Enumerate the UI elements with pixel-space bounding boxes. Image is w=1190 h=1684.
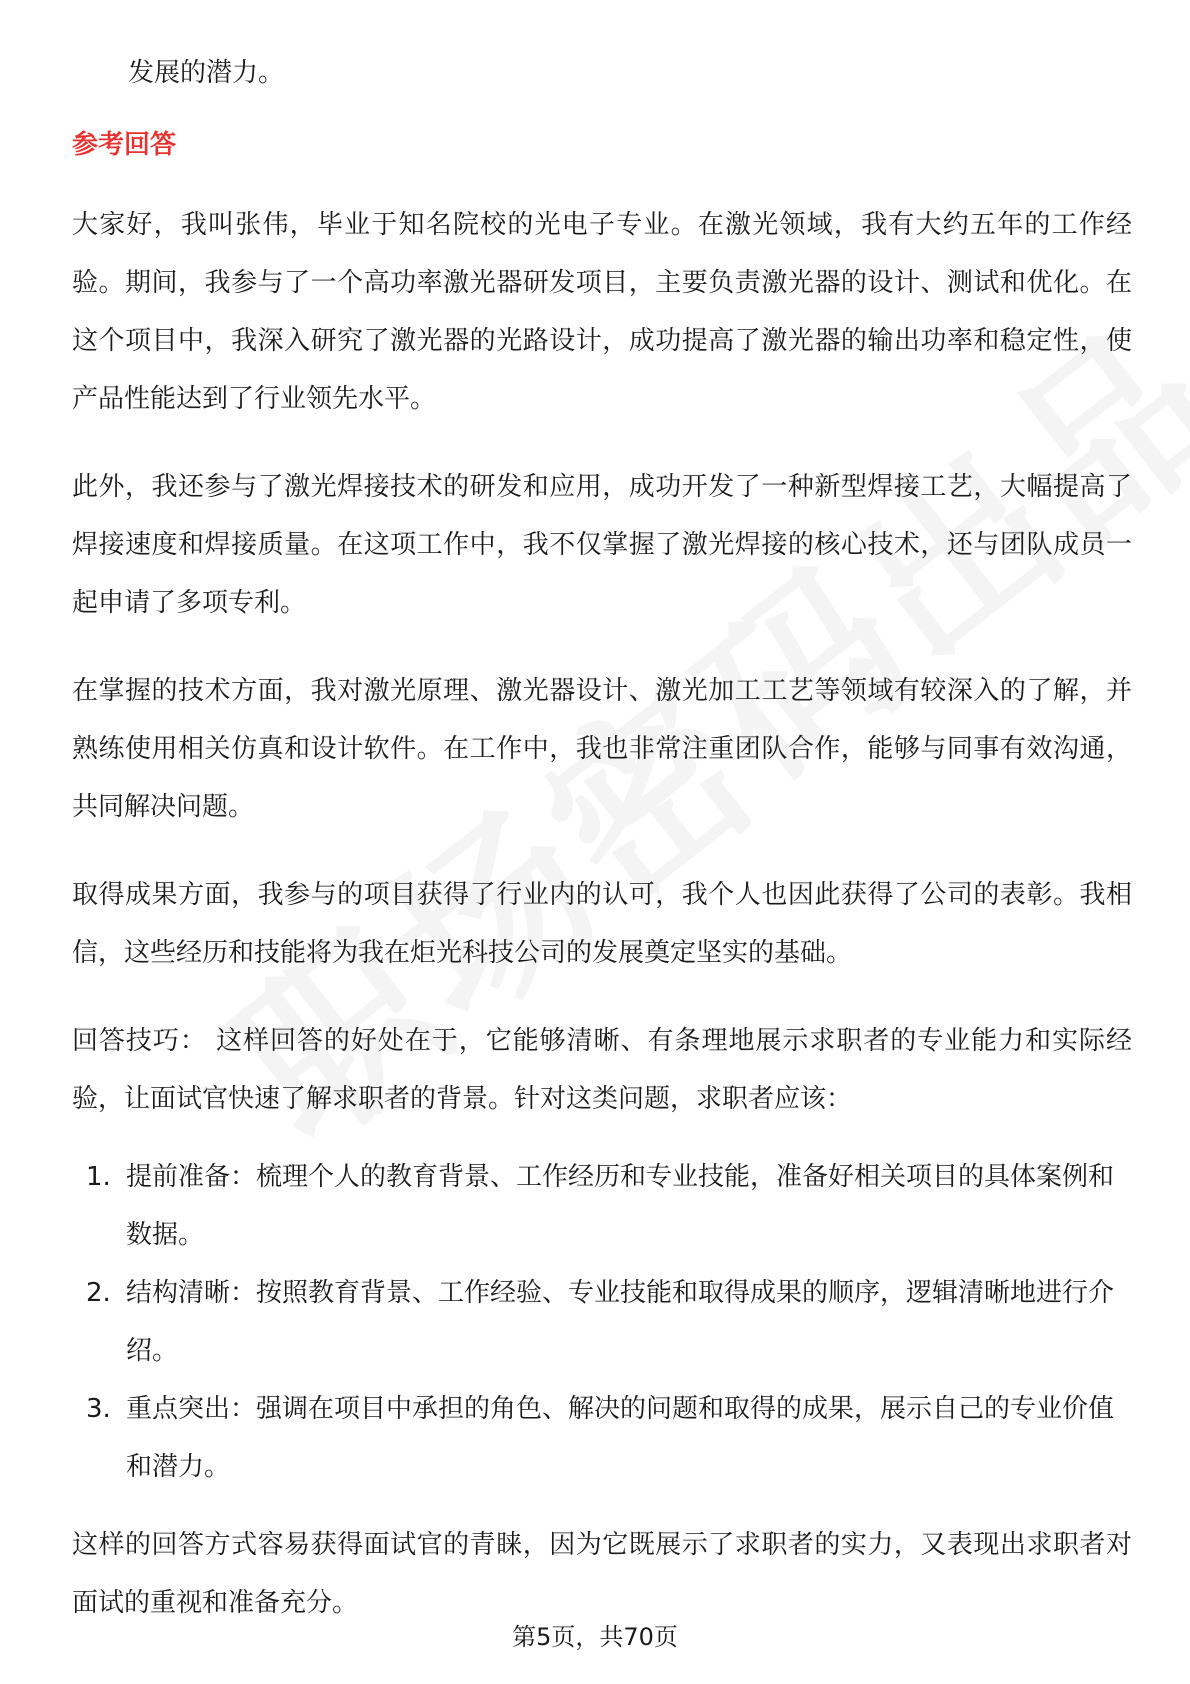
intro-fragment: 发展的潜力。: [128, 58, 285, 88]
list-item-text: 重点突出：强调在项目中承担的角色、解决的问题和取得的成果，展示自己的专业价值和潜力。: [126, 1394, 1115, 1482]
list-item: [72, 1264, 1132, 1380]
paragraph-3: 在掌握的技术方面，我对激光原理、激光器设计、激光加工工艺等领域有较深入的了解，并熟练使用相关仿真和设计软件。在工作中，我也非常注重团队合作，能够与同事有效沟通，共同解决问题。: [72, 676, 1132, 822]
tips-intro: 回答技巧： 这样回答的好处在于，它能够清晰、有条理地展示求职者的专业能力和实际经验，让面试官快速了解求职者的背景。针对这类问题，求职者应该：: [72, 1026, 1132, 1114]
list-number: 1.: [86, 1162, 111, 1192]
list-item: [72, 1380, 1132, 1496]
paragraph-2: 此外，我还参与了激光焊接技术的研发和应用，成功开发了一种新型焊接工艺，大幅提高了焊接速度和焊接质量。在这项工作中，我不仅掌握了激光焊接的核心技术，还与团队成员一起申请了多项专利。: [72, 472, 1132, 618]
document-body: [72, 44, 1132, 1662]
list-item: [72, 1148, 1132, 1264]
list-item-text: 提前准备：梳理个人的教育背景、工作经历和专业技能，准备好相关项目的具体案例和数据。: [126, 1162, 1115, 1250]
section-heading: 参考回答: [72, 130, 177, 160]
closing-paragraph: 这样的回答方式容易获得面试官的青睐，因为它既展示了求职者的实力，又表现出求职者对面试的重视和准备充分。: [72, 1530, 1132, 1618]
paragraph-4: 取得成果方面，我参与的项目获得了行业内的认可，我个人也因此获得了公司的表彰。我相信，这些经历和技能将为我在炬光科技公司的发展奠定坚实的基础。: [72, 880, 1132, 968]
list-number: 3.: [86, 1394, 111, 1424]
paragraph-1: 大家好，我叫张伟，毕业于知名院校的光电子专业。在激光领域，我有大约五年的工作经验。期间，我参与了一个高功率激光器研发项目，主要负责激光器的设计、测试和优化。在这个项目中，我深入研究了激光器的光路设计，成功提高了激光器的输出功率和稳定性，使产品性能达到了行业领先水平。: [72, 210, 1132, 414]
list-number: 2.: [86, 1278, 111, 1308]
page-footer: 第5页，共70页: [512, 1623, 678, 1651]
list-item-text: 结构清晰：按照教育背景、工作经验、专业技能和取得成果的顺序，逻辑清晰地进行介绍。: [126, 1278, 1115, 1366]
tips-list: [72, 1148, 1132, 1496]
